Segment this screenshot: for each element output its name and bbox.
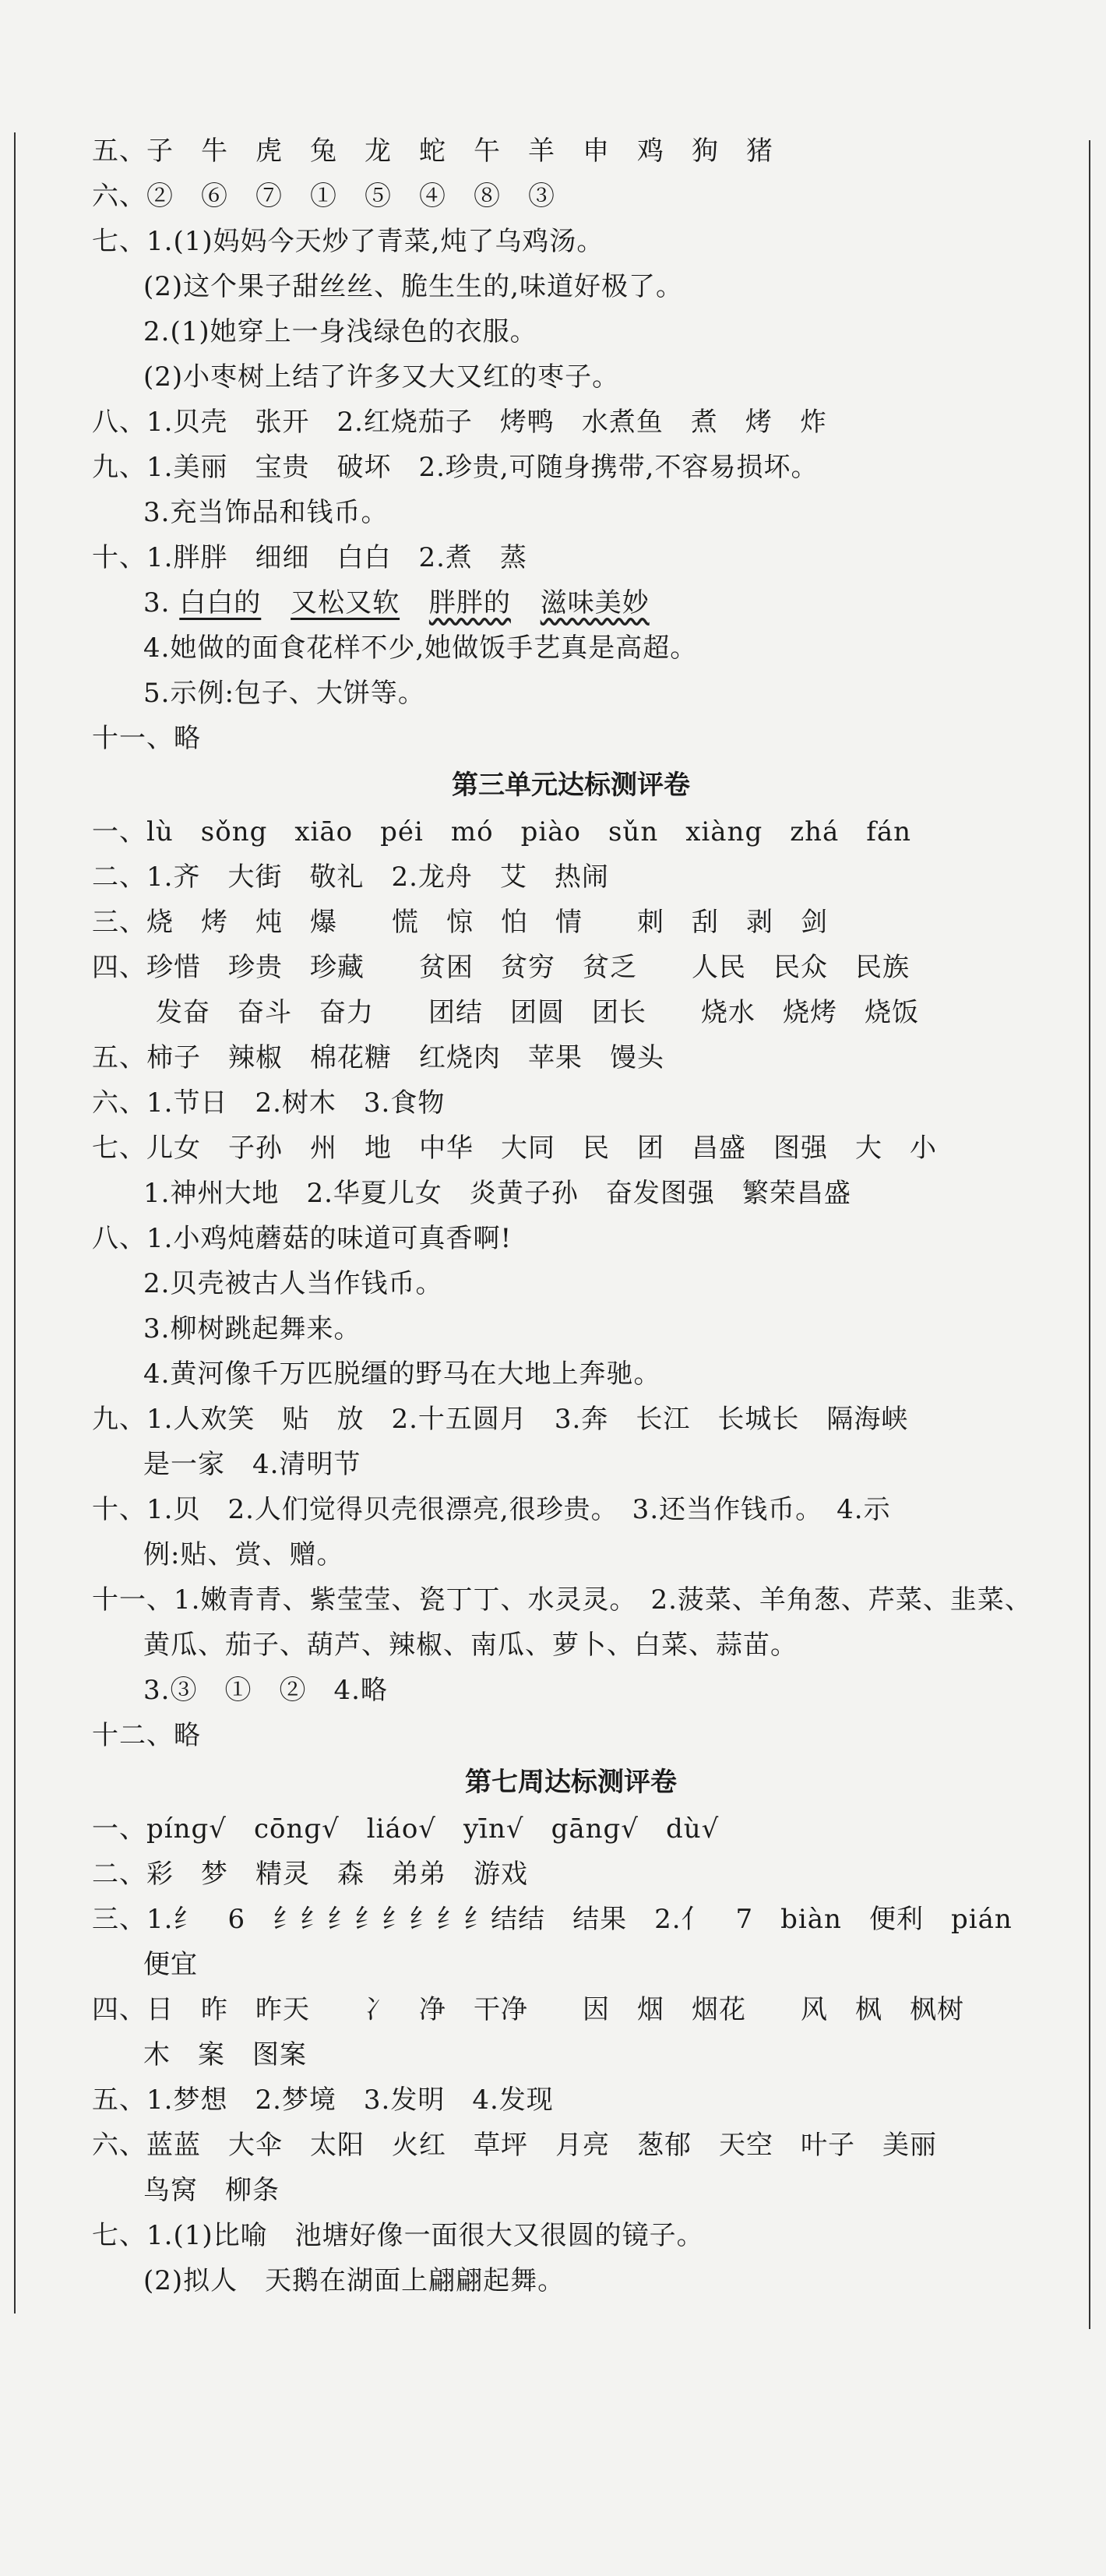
answer-line: 五、1.梦想 2.梦境 3.发明 4.发现 (92, 2084, 554, 2116)
answer-line: 十一、略 (92, 723, 201, 754)
answer-line: 七、儿女 子孙 州 地 中华 大同 民 团 昌盛 图强 大 小 (92, 1133, 937, 1164)
left-margin-rule (14, 132, 16, 2313)
answer-line: 一、lù sǒng xiāo péi mó piào sǔn xiàng zhá fán (92, 816, 912, 848)
answer-line: 2.贝壳被古人当作钱币。 (143, 1268, 443, 1299)
answer-line: 便宜 (143, 1949, 198, 1980)
answer-line: 六、蓝蓝 大伞 太阳 火红 草坪 月亮 葱郁 天空 叶子 美丽 (92, 2130, 937, 2161)
answer-line: (2)拟人 天鹅在湖面上翩翩起舞。 (143, 2265, 565, 2296)
answer-line: 2.(1)她穿上一身浅绿色的衣服。 (143, 316, 537, 347)
answer-line: 二、彩 梦 精灵 森 弟弟 游戏 (92, 1859, 528, 1890)
answer-line: 六、1.节日 2.树木 3.食物 (92, 1087, 446, 1119)
answer-line: 十、1.贝 2.人们觉得贝壳很漂亮,很珍贵。 3.还当作钱币。 4.示 (92, 1494, 891, 1525)
answer-line: 例:贴、赏、赠。 (143, 1539, 344, 1570)
answer-line: 七、1.(1)妈妈今天炒了青菜,炖了乌鸡汤。 (92, 226, 604, 257)
answer-line: 4.她做的面食花样不少,她做饭手艺真是高超。 (143, 633, 698, 664)
answer-line: 黄瓜、茄子、葫芦、辣椒、南瓜、萝卜、白菜、蒜苗。 (143, 1630, 798, 1661)
answer-line: 十、1.胖胖 细细 白白 2.煮 蒸 (92, 542, 527, 573)
answer-line: 十一、1.嫩青青、紫莹莹、瓷丁丁、水灵灵。 2.菠菜、羊角葱、芹菜、韭菜、 (92, 1584, 1032, 1616)
answer-line: 三、烧 烤 炖 爆 慌 惊 怕 情 刺 刮 剥 剑 (92, 907, 828, 938)
answer-sheet (92, 129, 1050, 2303)
answer-line: 木 案 图案 (143, 2039, 307, 2070)
answer-line: 3.③ ① ② 4.略 (143, 1675, 388, 1706)
answer-line: 是一家 4.清明节 (143, 1449, 361, 1480)
answer-line: 四、珍惜 珍贵 珍藏 贫困 贫穷 贫乏 人民 民众 民族 (92, 952, 910, 983)
section-title: 第三单元达标测评卷 (452, 770, 690, 801)
underlined-answer: 白白的 (179, 587, 262, 618)
answer-line: 3.柳树跳起舞来。 (143, 1313, 361, 1344)
answer-line: 九、1.人欢笑 贴 放 2.十五圆月 3.奔 长江 长城长 隔海峡 (92, 1404, 909, 1435)
underlined-answer: 又松又软 (291, 587, 400, 618)
answer-line: 4.黄河像千万匹脱缰的野马在大地上奔驰。 (143, 1358, 661, 1390)
answer-line: 八、1.小鸡炖蘑菇的味道可真香啊! (92, 1223, 512, 1254)
answer-line: 二、1.齐 大街 敬礼 2.龙舟 艾 热闹 (92, 862, 609, 893)
answer-line: 八、1.贝壳 张开 2.红烧茄子 烤鸭 水煮鱼 煮 烤 炸 (92, 407, 827, 438)
answer-line: 3.充当饰品和钱币。 (143, 497, 389, 528)
answer-line: 1.神州大地 2.华夏儿女 炎黄子孙 奋发图强 繁荣昌盛 (143, 1178, 851, 1209)
right-margin-rule (1089, 140, 1090, 2329)
answer-line: 十二、略 (92, 1720, 201, 1751)
answer-line: 九、1.美丽 宝贵 破坏 2.珍贵,可随身携带,不容易损坏。 (92, 452, 819, 483)
item-number: 3. (143, 587, 171, 618)
answer-line: 七、1.(1)比喻 池塘好像一面很大又很圆的镜子。 (92, 2220, 704, 2251)
answer-line: 一、pínɡ√ cōnɡ√ liáo√ yīn√ gānɡ√ dù√ (92, 1813, 720, 1845)
answer-line: 5.示例:包子、大饼等。 (143, 678, 425, 709)
answer-line: 五、柿子 辣椒 棉花糖 红烧肉 苹果 馒头 (92, 1042, 664, 1073)
answer-line: 四、日 昨 昨天 冫 净 干净 因 烟 烟花 风 枫 枫树 (92, 1994, 964, 2025)
answer-line (92, 580, 1050, 625)
answer-line: 六、② ⑥ ⑦ ① ⑤ ④ ⑧ ③ (92, 181, 555, 212)
wavy-underlined-answer: 胖胖的 (428, 587, 511, 618)
answer-line: 三、1.纟 6 纟纟纟纟纟纟纟纟结结 结果 2.亻 7 biàn 便利 pián (92, 1904, 1013, 1935)
answer-line: 发奋 奋斗 奋力 团结 团圆 团长 烧水 烧烤 烧饭 (156, 997, 919, 1028)
answer-line: 五、子 牛 虎 兔 龙 蛇 午 羊 申 鸡 狗 猪 (92, 136, 773, 167)
section-title: 第七周达标测评卷 (465, 1767, 677, 1798)
wavy-underlined-answer: 滋味美妙 (540, 587, 650, 618)
answer-line: 鸟窝 柳条 (143, 2175, 280, 2206)
answer-line: (2)小枣树上结了许多又大又红的枣子。 (143, 361, 620, 393)
answer-line: (2)这个果子甜丝丝、脆生生的,味道好极了。 (143, 271, 683, 302)
